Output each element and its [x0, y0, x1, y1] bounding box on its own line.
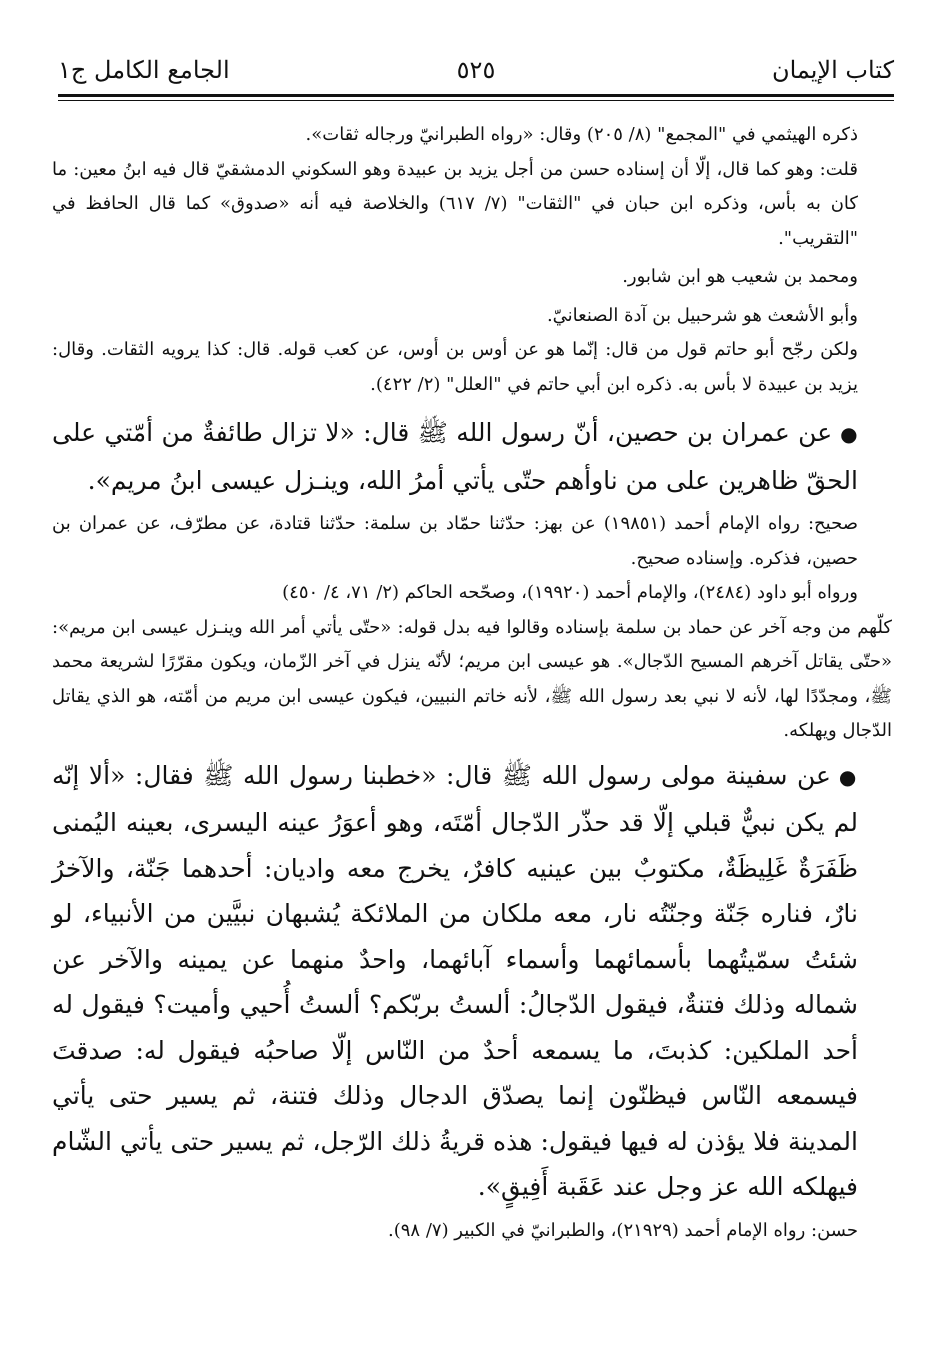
bullet-icon: ●	[840, 422, 858, 446]
hadith-imran-bin-husain	[52, 410, 892, 503]
paragraph-isa-commentary: كلّهم من وجه آخر عن حماد بن سلمة بإسناده وقالوا فيه بدل قوله: «حتّى يأتي أمر الله وينـزل عيسى ابن مريم»: «حتّى يقاتل آخرهم المسيح الدّجال». هو عيسى ابن مريم؛ لأنّه ينزل في آخر الزّمان، ويكون مقرّرًا لشريعة محمد ﷺ، ومجدّدًا لها، لأنه لا نبي بعد رسول الله ﷺ، لأنه خاتم النبيين، فيكون عيسى ابن مريم من أمّته، هو الذي يقاتل الدّجال ويهلكه.	[52, 616, 892, 741]
paragraph-grading-sahih: صحيح: رواه الإمام أحمد (١٩٨٥١) عن بهز: حدّثنا حمّاد بن سلمة: حدّثنا قتادة، عن مطرّف، عن عمران بن حصين، فذكره. وإسناده صحيح.	[52, 513, 858, 569]
page-number: ٥٢٥	[456, 56, 496, 84]
header-rule-thick	[58, 94, 894, 97]
hadith-safina	[52, 753, 892, 1210]
chapter-title: كتاب الإيمان	[771, 56, 894, 84]
page-body	[52, 118, 892, 1248]
hadith-text: عن عمران بن حصين، أنّ رسول الله ﷺ قال: «لا تزال طائفةٌ من أمّتي على الحقّ ظاهرين على من ناوأهم حتّى يأتي أمرُ الله، وينـزل عيسى ابنُ مريم».	[52, 418, 858, 495]
book-title: الجامع الكامل ج١	[58, 56, 230, 84]
paragraph-grading-hasan: حسن: رواه الإمام أحمد (٢١٩٢٩)، والطبرانيّ في الكبير (٧/ ٩٨).	[388, 1219, 858, 1241]
hadith-text: عن سفينة مولى رسول الله ﷺ قال: «خطبنا رسول الله ﷺ فقال: «ألا إنّه لم يكن نبيٌّ قبلي إلّا قد حذّر الدّجال أمّتَه، وهو أعوَرُ عينه اليسرى، بعينه اليُمنى ظَفَرَةٌ غَلِيظَةٌ، مكتوبٌ بين عينيه كافرٌ، يخرج معه واديان: أحدهما جَنّة، والآخرُ نارٌ، فناره جَنّة وجنّتُه نار، معه ملكان من الملائكة يُشبهان نبيَّين من الأنبياء، لو شئتُ سمّيتُهما بأسمائهما وأسماء آبائهما، واحدٌ منهما عن يمينه والآخر عن شماله وذلك فتنةٌ، فيقول الدّجالُ: ألستُ بربّكم؟ ألستُ أُحيي وأميت؟ فيقول له أحد الملكين: كذبتَ، ما يسمعه أحدٌ من النّاس إلّا صاحبُه فيقول له: صدقتَ فيسمعه النّاس فيظنّون إنما يصدّق الدجال وذلك فتنة، ثم يسير حتى يأتي المدينة فلا يؤذن له فيها فيقول: هذه قريةُ ذلك الرّجل، ثم يسير حتى يأتي الشّام فيهلكه الله عز وجل عند عَقَبة أَفِيقٍ».	[52, 760, 858, 1201]
bullet-icon: ●	[838, 764, 858, 789]
paragraph-narrator-abu-ashath: وأبو الأشعث هو شرحبيل بن آدة الصنعانيّ.	[546, 304, 858, 326]
paragraph-abu-hatim: ولكن رجّح أبو حاتم قول من قال: إنّما هو عن أوس بن أوس، عن كعب قوله. قال: كذا يرويه الثقات. وقال: يزيد بن عبيدة لا بأس به. ذكره ابن أبي حاتم في "العلل" (٢/ ٤٢٢).	[52, 339, 858, 395]
header-rule-thin	[58, 100, 894, 101]
running-header	[58, 52, 894, 96]
paragraph-other-narrations: ورواه أبو داود (٢٤٨٤)، والإمام أحمد (١٩٩٢٠)، وصحّحه الحاكم (٢/ ٧١، ٤/ ٤٥٠)	[282, 582, 858, 603]
paragraph-majma-citation: ذكره الهيثمي في "المجمع" (٨/ ٢٠٥) وقال: «رواه الطبرانيّ ورجاله ثقات».	[305, 124, 858, 145]
paragraph-narrator-muhammad: ومحمد بن شعيب هو ابن شابور.	[622, 266, 858, 287]
paragraph-isnad-comment: قلت: وهو كما قال، إلّا أن إسناده حسن من أجل يزيد بن عبيدة وهو السكوني الدمشقيّ قال فيه ابنُ معين: ما كان به بأس، وذكره ابن حبان في "الثقات" (٧/ ٦١٧) والخلاصة فيه أنه «صدوق» كما قال الحافظ في "التقريب".	[52, 158, 858, 249]
